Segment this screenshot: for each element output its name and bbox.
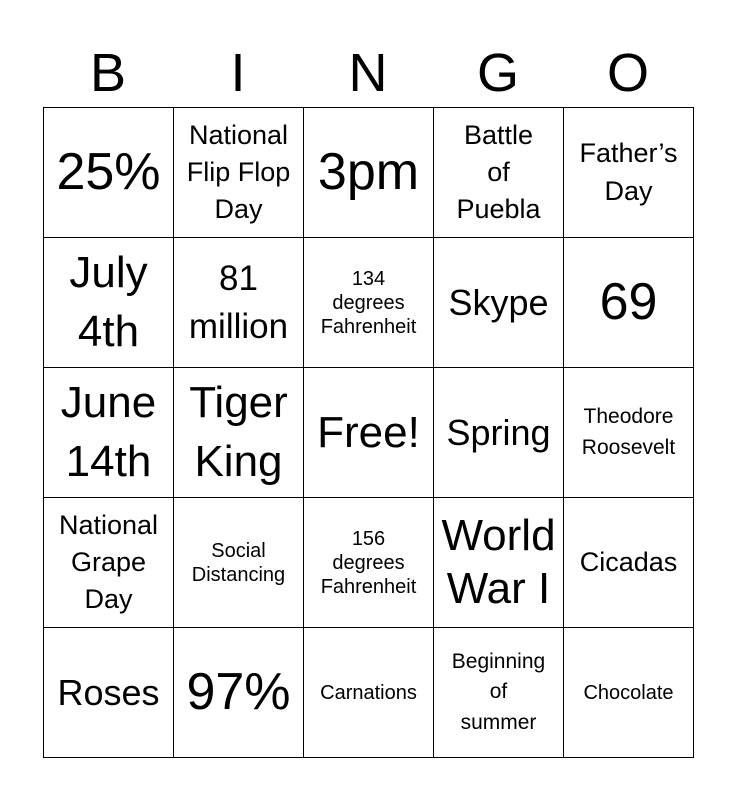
cell-text: Skype (448, 281, 549, 323)
cell-text: July 4th (69, 248, 148, 356)
cell-text: 81 million (188, 259, 289, 346)
header-letter-b: B (89, 43, 127, 103)
bingo-cell-r2-c1[interactable] (44, 238, 174, 368)
header-letter-i: I (230, 43, 246, 103)
cell-text: National Grape Day (58, 509, 159, 615)
bingo-cell-r5-c4[interactable] (434, 628, 564, 758)
bingo-cell-r1-c4[interactable] (434, 108, 564, 238)
bingo-cell-r2-c3[interactable] (304, 238, 434, 368)
bingo-cell-r5-c3[interactable] (304, 628, 434, 758)
cell-text: Father’s Day (579, 138, 678, 206)
cell-text: Beginning of summer (451, 649, 546, 734)
bingo-cell-r1-c2[interactable] (174, 108, 304, 238)
cell-text: Tiger King (189, 378, 288, 486)
cell-text: Carnations (320, 681, 417, 704)
cell-text: 134 degrees Fahrenheit (320, 267, 417, 338)
cell-text: World War I (441, 510, 556, 613)
cell-text: 25% (56, 142, 161, 201)
bingo-cell-r4-c2[interactable] (174, 498, 304, 628)
bingo-cell-r3-c3[interactable] (304, 368, 434, 498)
bingo-cell-r4-c3[interactable] (304, 498, 434, 628)
cell-text: Chocolate (583, 681, 674, 704)
cell-text: Social Distancing (191, 539, 286, 586)
bingo-cell-r1-c3[interactable] (304, 108, 434, 238)
cell-text: Spring (446, 411, 551, 453)
bingo-cell-r3-c4[interactable] (434, 368, 564, 498)
cell-text: 97% (186, 662, 291, 721)
cell-text: National Flip Flop Day (186, 119, 291, 225)
bingo-cell-r1-c1[interactable] (44, 108, 174, 238)
bingo-cell-r2-c4[interactable] (434, 238, 564, 368)
bingo-cell-r2-c5[interactable] (564, 238, 694, 368)
bingo-cell-r3-c5[interactable] (564, 368, 694, 498)
cell-text: 69 (599, 272, 658, 331)
bingo-cell-r4-c1[interactable] (44, 498, 174, 628)
bingo-cell-r3-c2[interactable] (174, 368, 304, 498)
bingo-cell-r5-c2[interactable] (174, 628, 304, 758)
cell-text: Cicadas (579, 546, 678, 577)
cell-text: 3pm (317, 142, 420, 201)
cell-text: 156 degrees Fahrenheit (320, 527, 417, 598)
cell-text: June 14th (60, 378, 157, 486)
header-letter-g: G (476, 43, 519, 103)
bingo-cell-r4-c4[interactable] (434, 498, 564, 628)
header-letter-o: O (606, 43, 649, 103)
bingo-header (43, 38, 693, 108)
cell-text: Battle of Puebla (456, 119, 541, 225)
cell-text: Free! (317, 407, 420, 457)
cell-text: Theodore Roosevelt (581, 405, 676, 459)
bingo-board (43, 107, 694, 758)
bingo-cell-r5-c5[interactable] (564, 628, 694, 758)
bingo-cell-r3-c1[interactable] (44, 368, 174, 498)
header-letter-n: N (348, 43, 388, 103)
bingo-cell-r1-c5[interactable] (564, 108, 694, 238)
cell-text: Roses (57, 671, 160, 713)
bingo-cell-r2-c2[interactable] (174, 238, 304, 368)
bingo-cell-r4-c5[interactable] (564, 498, 694, 628)
bingo-cell-r5-c1[interactable] (44, 628, 174, 758)
